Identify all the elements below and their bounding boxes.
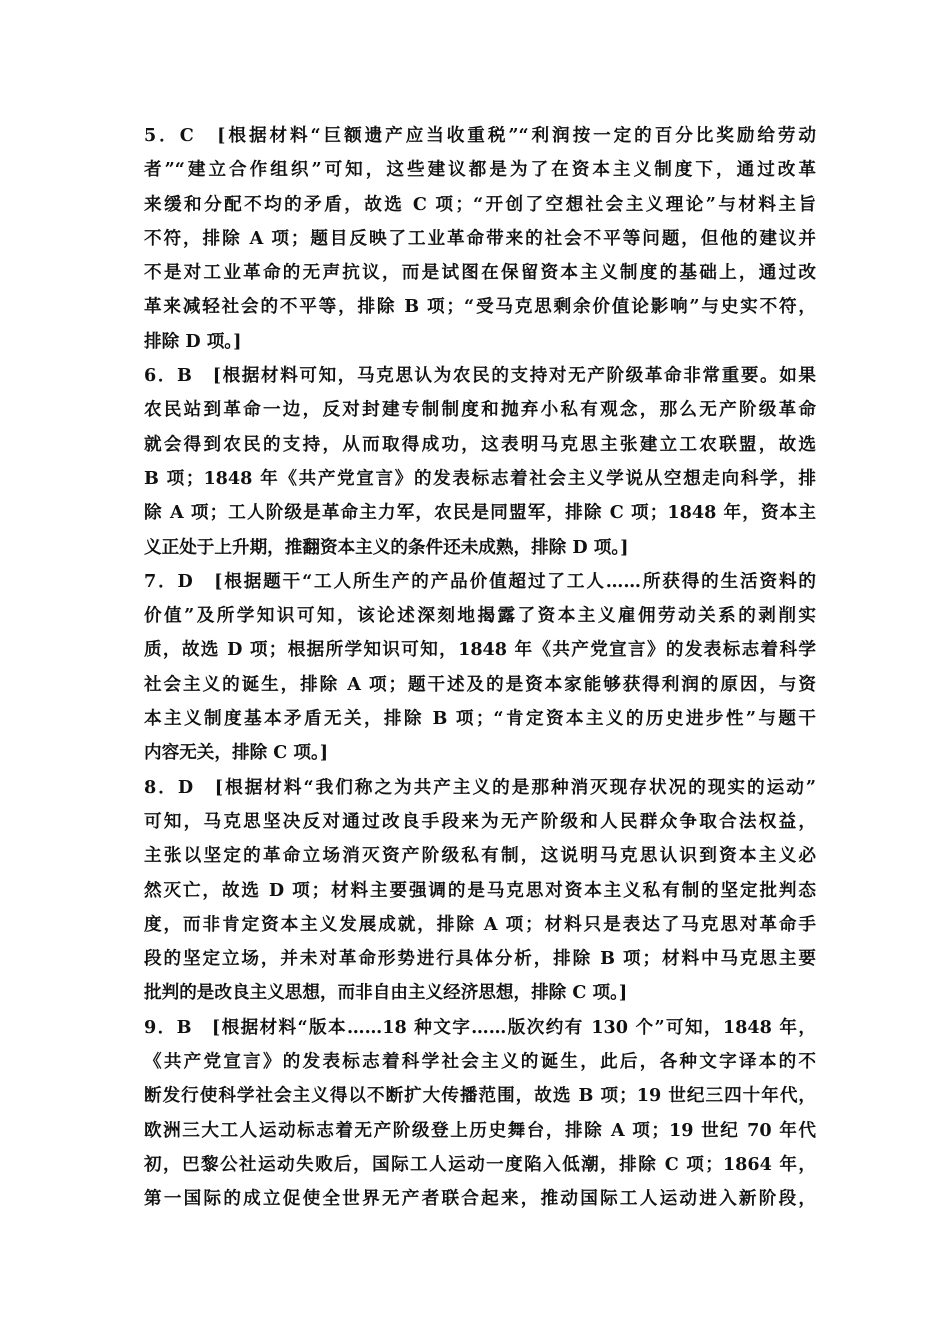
answer-5-line-3: 来缓和分配不均的矛盾，故选 C 项；“开创了空想社会主义理论”与材料主旨: [144, 193, 816, 215]
answer-6-line-5: 除 A 项；工人阶级是革命主力军，农民是同盟军，排除 C 项；1848 年，资本主: [144, 502, 816, 524]
answer-7-line-1: 7．D [根据题干“工人所生产的产品价值超过了工人……所获得的生活资料的: [144, 570, 816, 592]
answer-8-line-6: 段的坚定立场，并未对革命形势进行具体分析，排除 B 项；材料中马克思主要: [144, 948, 816, 970]
answer-9-line-5: 初，巴黎公社运动失败后，国际工人运动一度陷入低潮，排除 C 项；1864 年，: [144, 1153, 816, 1175]
answer-6: [144, 359, 816, 565]
answer-7: [144, 565, 816, 771]
answer-8-line-4: 然灭亡，故选 D 项；材料主要强调的是马克思对资本主义私有制的坚定批判态: [144, 879, 816, 901]
answer-6-line-6: 义正处于上升期，推翻资本主义的条件还未成熟，排除 D 项。]: [144, 536, 629, 558]
answer-8-line-3: 主张以坚定的革命立场消灭资产阶级私有制，这说明马克思认识到资本主义必: [144, 845, 816, 867]
answer-8-line-1: 8．D [根据材料“我们称之为共产主义的是那种消灭现存状况的现实的运动”: [144, 776, 816, 798]
answer-5-line-2: 者”“建立合作组织”可知，这些建议都是为了在资本主义制度下，通过改革: [144, 159, 816, 181]
answer-7-line-6: 内容无关，排除 C 项。]: [144, 742, 329, 764]
answer-5: [144, 119, 816, 359]
answer-6-line-3: 就会得到农民的支持，从而取得成功，这表明马克思主张建立工农联盟，故选: [144, 433, 816, 455]
answer-5-line-4: 不符，排除 A 项；题目反映了工业革命带来的社会不平等问题，但他的建议并: [144, 227, 816, 249]
answer-9: [144, 1011, 816, 1217]
answer-6-line-2: 农民站到革命一边，反对封建专制制度和抛弃小私有观念，那么无产阶级革命: [144, 399, 816, 421]
answer-8-line-5: 度，而非肯定资本主义发展成就，排除 A 项；材料只是表达了马克思对革命手: [144, 913, 816, 935]
answer-explanations: [144, 119, 816, 1217]
answer-7-line-2: 价值”及所学知识可知，该论述深刻地揭露了资本主义雇佣劳动关系的剥削实: [144, 605, 816, 627]
answer-8-line-2: 可知，马克思坚决反对通过改良手段来为无产阶级和人民群众争取合法权益，: [144, 810, 816, 832]
answer-6-line-1: 6．B [根据材料可知，马克思认为农民的支持对无产阶级革命非常重要。如果: [144, 365, 816, 387]
answer-9-line-1: 9．B [根据材料“版本……18 种文字……版次约有 130 个”可知，1848 年，: [144, 1016, 816, 1038]
answer-7-line-5: 本主义制度基本矛盾无关，排除 B 项；“肯定资本主义的历史进步性”与题干: [144, 708, 816, 730]
answer-9-line-4: 欧洲三大工人运动标志着无产阶级登上历史舞台，排除 A 项；19 世纪 70 年代: [144, 1119, 816, 1141]
answer-5-line-1: 5．C [根据材料“巨额遗产应当收重税”“利润按一定的百分比奖励给劳动: [144, 125, 816, 146]
answer-9-line-2: 《共产党宣言》的发表标志着科学社会主义的诞生，此后，各种文字译本的不: [144, 1051, 816, 1073]
answer-9-line-6: 第一国际的成立促使全世界无产者联合起来，推动国际工人运动进入新阶段，: [144, 1188, 816, 1210]
answer-5-line-5: 不是对工业革命的无声抗议，而是试图在保留资本主义制度的基础上，通过改: [144, 262, 816, 284]
answer-6-line-4: B 项；1848 年《共产党宣言》的发表标志着社会主义学说从空想走向科学，排: [144, 467, 816, 489]
answer-8: [144, 771, 816, 1011]
answer-7-line-4: 社会主义的诞生，排除 A 项；题干述及的是资本家能够获得利润的原因，与资: [144, 673, 816, 695]
answer-8-line-7: 批判的是改良主义思想，而非自由主义经济思想，排除 C 项。]: [144, 982, 628, 1004]
answer-9-line-3: 断发行使科学社会主义得以不断扩大传播范围，故选 B 项；19 世纪三四十年代，: [144, 1085, 816, 1107]
answer-7-line-3: 质，故选 D 项；根据所学知识可知，1848 年《共产党宣言》的发表标志着科学: [144, 639, 816, 661]
answer-5-line-7: 排除 D 项。]: [144, 330, 242, 352]
answer-5-line-6: 革来减轻社会的不平等，排除 B 项；“受马克思剩余价值论影响”与史实不符，: [144, 296, 816, 318]
